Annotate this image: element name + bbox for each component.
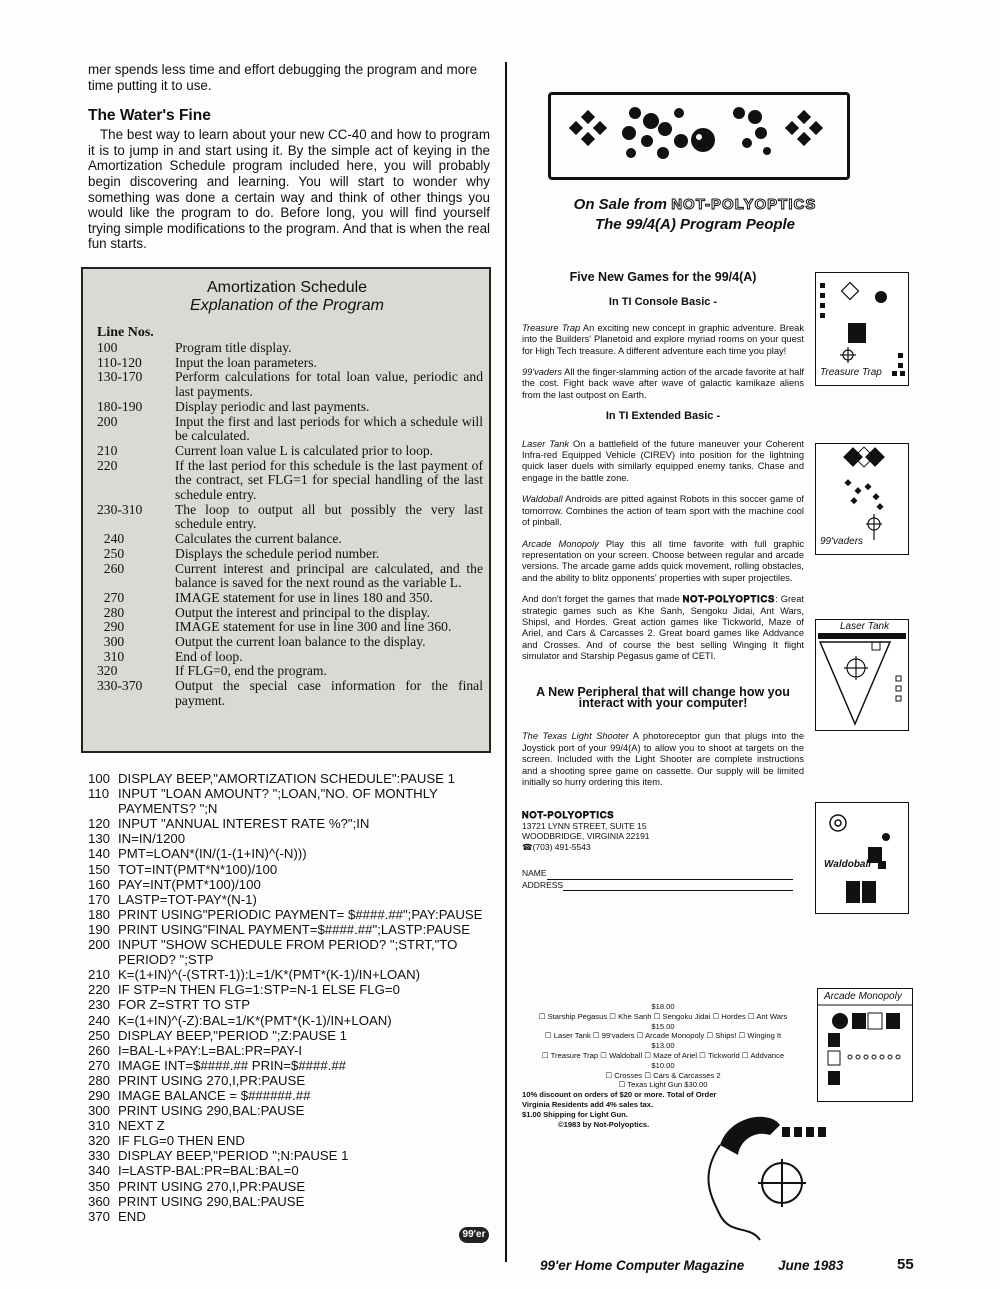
- magazine-name: 99'er Home Computer Magazine: [540, 1258, 745, 1273]
- line-number: 230-310: [97, 501, 143, 517]
- issue-date: June 1983: [778, 1258, 844, 1273]
- line-number: 100: [97, 340, 118, 355]
- code-statement: IN=IN/1200: [118, 831, 186, 847]
- brand-name: NOT-POLYOPTICS: [671, 196, 817, 213]
- explanation-row: [97, 547, 483, 562]
- games-headline: Five New Games for the 99/4(A): [569, 270, 757, 284]
- code-line-number: 350: [88, 1178, 111, 1194]
- code-line: [88, 1103, 493, 1118]
- section-heading: The Water's Fine: [88, 107, 211, 125]
- order-form-fields: [522, 868, 804, 891]
- treasure-trap-desc: Treasure Trap An exciting new concept in graphic adventure. Break into the Builders' Planetoid and explore myriad rooms on your quest for High Tech treasure. A different adventure each time you play!: [522, 322, 804, 356]
- monopoly-art: [818, 989, 912, 1101]
- line-description: Output the special case information for the final payment.: [175, 678, 483, 708]
- code-line: [88, 1058, 493, 1073]
- order-line[interactable]: ☐ Starship Pegasus ☐ Khe Sanh ☐ Sengoku Jidai ☐ Hordes ☐ Ant Wars: [538, 1011, 788, 1021]
- code-line: [88, 786, 493, 816]
- invaders-desc: 99'vaders All the finger-slamming action of the arcade favorite at half the cost. Fight back wave after wave of galactic kamikaze aliens from the last outpost on Earth.: [522, 367, 804, 400]
- line-nos-header: Line Nos.: [97, 325, 154, 340]
- code-line: [88, 1133, 493, 1148]
- code-line-number: 280: [88, 1072, 111, 1088]
- explanation-table: [97, 341, 483, 709]
- box-subtitle: Explanation of the Program: [190, 297, 384, 314]
- phone: ☎(703) 491-5543: [522, 841, 591, 852]
- code-line-number: 260: [88, 1042, 111, 1058]
- line-description: Calculates the current balance.: [175, 531, 342, 547]
- code-statement: I=LASTP-BAL:PR=BAL:BAL=0: [118, 1163, 299, 1179]
- line-number: 290: [97, 619, 125, 635]
- article-column: [88, 62, 490, 252]
- sale-prefix: On Sale from: [573, 196, 668, 213]
- code-line-number: 300: [88, 1103, 111, 1119]
- code-line: [88, 907, 493, 922]
- explanation-row: [97, 606, 483, 621]
- line-description: Current interest and principal are calculated, and the balance is saved for the next round as the variable L.: [175, 560, 483, 591]
- line-number: 210: [97, 442, 118, 458]
- code-line: [88, 892, 493, 907]
- code-statement: IMAGE INT=$####.## PRIN=$####.##: [118, 1057, 346, 1073]
- line-description: Input the first and last periods for which a schedule will be calculated.: [175, 413, 483, 444]
- order-line: $15.00: [651, 1021, 675, 1031]
- line-number: 280: [97, 604, 125, 620]
- code-line: [88, 1118, 493, 1133]
- waldoball-figure: [815, 802, 909, 914]
- code-line: [88, 1194, 493, 1209]
- code-line-number: 100: [88, 771, 111, 786]
- line-number: 330-370: [97, 678, 143, 694]
- code-statement: FOR Z=STRT TO STP: [118, 997, 251, 1013]
- sale-line-2: The 99/4(A) Program People: [594, 216, 796, 233]
- code-line: [88, 1209, 493, 1224]
- code-line-number: 360: [88, 1193, 111, 1209]
- dont-forget-desc: And don't forget the games that made NOT-POLYOPTICS: Great strategic games such as Khe Sanh, Sengoku Jidai, Ant Wars, Shipsl, and Hordes. Great action games like Tickworld, Maze of Ariel, and Cars & Carcasses 2. Great board games like Addvance and Crosses. And of course the best selling Winging It flight simulator and Starship Pegasus game of CETI.: [522, 594, 804, 662]
- code-line-number: 330: [88, 1148, 111, 1164]
- code-statement: LASTP=TOT-PAY*(N-1): [118, 891, 257, 907]
- line-description: If the last period for this schedule is the last payment of the contract, set FLG=1 for special handling of the last schedule entry.: [175, 457, 483, 503]
- sale-line-1: [560, 196, 830, 213]
- line-description: End of loop.: [175, 648, 243, 664]
- code-line-number: 340: [88, 1163, 111, 1179]
- explanation-row: [97, 459, 483, 503]
- order-line: $18.00: [651, 1002, 675, 1011]
- waldoball-desc: Waldoball Androids are pitted against Robots in this soccer game of tomorrow. Combines the action of team sport with the machine cool of pinball.: [522, 494, 804, 528]
- line-description: Output the current loan balance to the display.: [175, 634, 426, 650]
- code-line: [88, 997, 493, 1012]
- order-term: $1.00 Shipping for Light Gun.: [522, 1109, 628, 1119]
- explanation-row: [97, 370, 483, 399]
- code-statement: K=(1+IN)^(-(STRT-1)):L=1/K*(PMT*(K-1)/IN+LOAN): [118, 967, 420, 983]
- line-number: 300: [97, 634, 125, 650]
- code-statement: DISPLAY BEEP,"AMORTIZATION SCHEDULE":PAUSE 1: [118, 771, 455, 786]
- line-number: 310: [97, 648, 125, 664]
- address-label: ADDRESS: [522, 879, 564, 890]
- explanation-row: [97, 532, 483, 547]
- address-block: [522, 810, 804, 852]
- address-brand: NOT-POLYOPTICS: [522, 810, 615, 821]
- order-line: $13.00: [651, 1041, 675, 1051]
- page-footer: [540, 1258, 920, 1273]
- line-number: 270: [97, 589, 125, 605]
- code-line: [88, 1043, 493, 1058]
- code-line-number: 110: [88, 786, 110, 802]
- line-description: IMAGE statement for use in lines 180 and 350.: [175, 589, 433, 605]
- code-line: [88, 771, 493, 786]
- code-line: [88, 846, 493, 861]
- line-description: Program title display.: [175, 340, 292, 355]
- code-statement: PRINT USING 290,BAL:PAUSE: [118, 1193, 305, 1209]
- code-statement: PAY=INT(PMT*100)/100: [118, 876, 261, 892]
- program-listing: [88, 771, 493, 1224]
- line-description: The loop to output all but possibly the very last schedule entry.: [175, 501, 483, 532]
- code-line-number: 130: [88, 831, 111, 847]
- code-line: [88, 1179, 493, 1194]
- treasure-trap-label: Treasure Trap: [820, 367, 882, 378]
- extended-basic-heading: In TI Extended Basic -: [605, 410, 721, 423]
- code-line-number: 320: [88, 1133, 111, 1149]
- games-ad-text: [522, 272, 804, 891]
- code-line: [88, 982, 493, 997]
- banner-graphic: [551, 95, 841, 171]
- explanation-row: [97, 356, 483, 371]
- code-line: [88, 922, 493, 937]
- waldoball-label: Waldoball: [824, 859, 872, 870]
- line-number: 130-170: [97, 369, 143, 385]
- address-line-2: WOODBRIDGE, VIRGINIA 22191: [522, 831, 650, 842]
- explanation-row: [97, 503, 483, 532]
- line-number: 200: [97, 413, 118, 429]
- code-line-number: 310: [88, 1118, 111, 1134]
- code-line: [88, 831, 493, 846]
- code-line-number: 230: [88, 997, 111, 1013]
- explanation-box: [81, 267, 491, 753]
- line-description: Current loan value L is calculated prior to loop.: [175, 442, 434, 458]
- line-number: 180-190: [97, 398, 143, 414]
- code-statement: TOT=INT(PMT*N*100)/100: [118, 861, 278, 877]
- laser-tank-figure: [815, 619, 909, 731]
- code-statement: I=BAL-L+PAY:L=BAL:PR=PAY-I: [118, 1042, 303, 1058]
- code-line: [88, 862, 493, 877]
- laser-tank-art: [816, 620, 908, 730]
- name-label: NAME: [522, 868, 547, 879]
- code-statement: PRINT USING 270,I,PR:PAUSE: [118, 1072, 306, 1088]
- explanation-row: [97, 620, 483, 635]
- code-line-number: 170: [88, 891, 111, 907]
- code-line-number: 370: [88, 1208, 111, 1224]
- line-number: 250: [97, 545, 125, 561]
- code-line: [88, 1013, 493, 1028]
- laser-tank-label: Laser Tank: [840, 621, 890, 632]
- order-term: 10% discount on orders of $20 or more. Total of Order: [522, 1090, 717, 1100]
- line-description: Displays the schedule period number.: [175, 545, 380, 561]
- console-basic-heading: In TI Console Basic -: [608, 296, 718, 309]
- code-line-number: 140: [88, 846, 111, 862]
- code-line-number: 240: [88, 1012, 111, 1028]
- column-divider: [505, 62, 507, 1262]
- line-number: 260: [97, 560, 125, 576]
- box-title: Amortization Schedule: [206, 279, 368, 296]
- code-line-number: 290: [88, 1087, 111, 1103]
- order-line[interactable]: ☐ Treasure Trap ☐ Waldoball ☐ Maze of Ariel ☐ Tickworld ☐ Addvance: [541, 1050, 785, 1060]
- code-line: [88, 1088, 493, 1103]
- code-line-number: 190: [88, 921, 111, 937]
- code-statement: DISPLAY BEEP,"PERIOD ";N:PAUSE 1: [118, 1148, 349, 1164]
- code-statement: NEXT Z: [118, 1118, 165, 1134]
- treasure-trap-figure: [815, 272, 909, 386]
- laser-tank-desc: Laser Tank On a battlefield of the future maneuver your Coherent Infra-red Equipped Vehicle (CIREV) into position for the lightning quick laser duels with similarly equipped enemy tanks. Chase and engage in the battle zone.: [522, 438, 804, 483]
- code-statement: PRINT USING 270,I,PR:PAUSE: [118, 1178, 306, 1194]
- code-statement: IF FLG=0 THEN END: [118, 1133, 245, 1149]
- explanation-row: [97, 444, 483, 459]
- line-description: If FLG=0, end the program.: [175, 663, 327, 679]
- code-statement: IMAGE BALANCE = $######.##: [118, 1087, 311, 1103]
- line-description: IMAGE statement for use in line 300 and line 360.: [175, 619, 452, 635]
- explanation-row: [97, 664, 483, 679]
- name-field[interactable]: [522, 868, 804, 879]
- code-line-number: 120: [88, 816, 111, 832]
- code-line-number: 270: [88, 1057, 111, 1073]
- address-line-1: 13721 LYNN STREET, SUITE 15: [522, 820, 647, 831]
- code-statement: PRINT USING 290,BAL:PAUSE: [118, 1103, 305, 1119]
- invaders-figure: [815, 443, 909, 555]
- code-statement: PMT=LOAN*(IN/(1-(1+IN)^(-N))): [118, 846, 307, 862]
- code-line: [88, 1148, 493, 1163]
- order-line: $10.00: [651, 1060, 675, 1070]
- code-line: [88, 937, 493, 967]
- code-statement: PRINT USING"PERIODIC PAYMENT= $####.##";PAY:PAUSE: [118, 906, 483, 922]
- line-number: 220: [97, 457, 118, 473]
- code-statement: IF STP=N THEN FLG=1:STP=N-1 ELSE FLG=0: [118, 982, 400, 998]
- explanation-row: [97, 635, 483, 650]
- code-line: [88, 816, 493, 831]
- code-line-number: 220: [88, 982, 111, 998]
- line-number: 110-120: [97, 354, 142, 370]
- code-line: [88, 1163, 493, 1178]
- explanation-row: [97, 400, 483, 415]
- code-line-number: 150: [88, 861, 111, 877]
- order-term: Virginia Residents add 4% sales tax.: [522, 1099, 654, 1109]
- line-number: 320: [97, 663, 118, 679]
- line-description: Perform calculations for total loan value, periodic and last payments.: [175, 369, 483, 400]
- code-statement: INPUT "SHOW SCHEDULE FROM PERIOD? ";STRT,"TO PERIOD? ";STP: [118, 937, 462, 968]
- order-line[interactable]: ☐ Texas Light Gun $30.00: [618, 1080, 708, 1090]
- order-line[interactable]: ☐ Laser Tank ☐ 99'vaders ☐ Arcade Monopoly ☐ Ships! ☐ Winging It: [544, 1031, 782, 1041]
- article-paragraph: The best way to learn about your new CC-40 and how to program it is to jump in and start using it. By the simple act of keying in the Amortization Schedule program included here, you will probably begin discovering and learning. You will start to wonder why something was done a certain way and think of other things you would like the program to do. Before long, you will find yourself trying simple modifications to the program. And that is when the real fun starts.: [88, 127, 490, 252]
- explanation-row: [97, 415, 483, 444]
- line-description: Input the loan parameters.: [175, 354, 317, 370]
- code-line-number: 250: [88, 1027, 111, 1043]
- magazine-logo: 99'er: [459, 1227, 489, 1243]
- code-line: [88, 1028, 493, 1043]
- address-field[interactable]: [522, 880, 804, 891]
- invaders-label: 99'vaders: [820, 536, 864, 547]
- monopoly-desc: Arcade Monopoly Play this all time favorite with full graphic representation on your screen. Choose between regular and arcade versions. The arcade game adds quick movement, rolling obstacles, and the ability to blitz opponents' properties with super projectiles.: [522, 538, 804, 583]
- code-line-number: 160: [88, 876, 111, 892]
- code-line: [88, 967, 493, 982]
- article-intro: mer spends less time and effort debugging the program and more time putting it to use.: [88, 62, 478, 93]
- code-line: [88, 1073, 493, 1088]
- light-shooter-desc: The Texas Light Shooter A photoreceptor gun that plugs into the Joystick port of your 99/4(A) to allow you to shoot at targets on the screen. Included with the Light Shooter are complete instructions and a shooting spree game on cassette. Our supply will be limited initially so hurry ordering this item.: [522, 731, 804, 787]
- explanation-row: [97, 650, 483, 665]
- light-gun-illustration: [700, 1105, 840, 1245]
- line-description: Display periodic and last payments.: [175, 398, 370, 414]
- line-number: 240: [97, 531, 125, 547]
- explanation-row: [97, 341, 483, 356]
- monopoly-figure: [817, 988, 913, 1102]
- code-statement: INPUT "ANNUAL INTEREST RATE %?";IN: [118, 816, 370, 832]
- code-statement: INPUT "LOAN AMOUNT? ";LOAN,"NO. OF MONTHLY PAYMENTS? ";N: [118, 786, 442, 817]
- code-line-number: 210: [88, 967, 111, 983]
- monopoly-label: Arcade Monopoly: [824, 991, 902, 1002]
- code-statement: DISPLAY BEEP,"PERIOD ";Z:PAUSE 1: [118, 1027, 347, 1043]
- ad-banner: [548, 92, 850, 180]
- code-line-number: 200: [88, 937, 111, 953]
- order-line[interactable]: ☐ Crosses ☐ Cars & Carcasses 2: [605, 1070, 721, 1080]
- page-number: 55: [897, 1256, 914, 1273]
- peripheral-headline: A New Peripheral that will change how you interact with your computer!: [536, 684, 790, 710]
- code-statement: K=(1+IN)^(-Z):BAL=1/K*(PMT*(K-1)/IN+LOAN): [118, 1012, 392, 1028]
- code-statement: PRINT USING"FINAL PAYMENT=$####.##";LASTP:PAUSE: [118, 921, 470, 937]
- light-gun-art: [700, 1105, 840, 1245]
- line-description: Output the interest and principal to the display.: [175, 604, 431, 620]
- explanation-row: [97, 591, 483, 606]
- code-line: [88, 877, 493, 892]
- order-term: ©1983 by Not-Polyoptics.: [558, 1119, 650, 1129]
- explanation-row: [97, 679, 483, 708]
- code-line-number: 180: [88, 906, 111, 922]
- waldoball-art: [816, 803, 908, 913]
- explanation-row: [97, 562, 483, 591]
- code-statement: END: [118, 1208, 146, 1224]
